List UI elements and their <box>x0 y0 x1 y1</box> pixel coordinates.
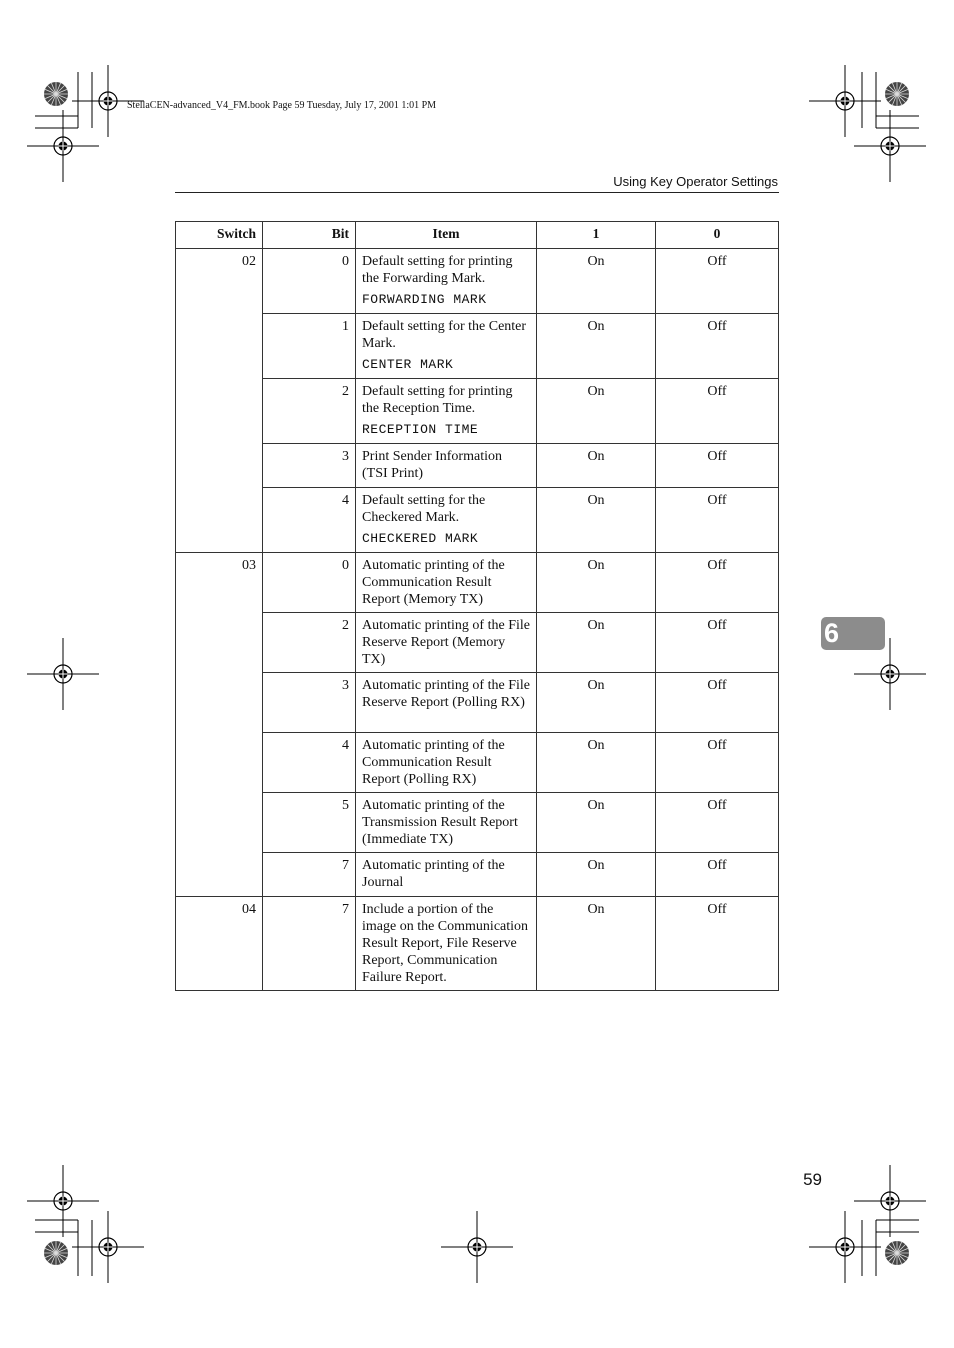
value-0-cell: Off <box>656 249 779 314</box>
bit-cell: 0 <box>263 553 356 613</box>
value-1-cell: On <box>537 379 656 444</box>
bit-cell: 1 <box>263 314 356 379</box>
item-description: Default setting for printing the Reception Time. <box>362 384 513 416</box>
table-row <box>176 314 779 379</box>
column-header-1: 1 <box>537 222 656 249</box>
value-1-cell: On <box>537 249 656 314</box>
value-0-cell: Off <box>656 853 779 897</box>
bit-cell: 2 <box>263 613 356 673</box>
value-1-cell: On <box>537 488 656 553</box>
page-number: 59 <box>803 1170 822 1189</box>
item-cell: Include a portion of the image on the Communication Result Report, File Reserve Report, Communication Failure Report. <box>356 897 537 991</box>
item-display-code: FORWARDING MARK <box>362 292 487 307</box>
value-1-cell: On <box>537 314 656 379</box>
value-1-cell: On <box>537 673 656 733</box>
table-row <box>176 444 779 488</box>
header-rule <box>175 192 779 193</box>
item-cell <box>356 379 537 444</box>
table-row <box>176 733 779 793</box>
switch-cell: 03 <box>176 553 263 897</box>
item-cell <box>356 444 537 488</box>
table-row <box>176 897 779 991</box>
bit-cell: 4 <box>263 733 356 793</box>
item-cell: Automatic printing of the File Reserve Report (Memory TX) <box>356 613 537 673</box>
value-0-cell: Off <box>656 673 779 733</box>
chapter-number: 6 <box>824 618 840 648</box>
value-0-cell: Off <box>656 793 779 853</box>
item-cell <box>356 249 537 314</box>
item-cell: Automatic printing of the Transmission Result Report (Immediate TX) <box>356 793 537 853</box>
column-header-0: 0 <box>656 222 779 249</box>
item-cell: Automatic printing of the Communication Result Report (Polling RX) <box>356 733 537 793</box>
table-row <box>176 379 779 444</box>
bit-cell: 7 <box>263 897 356 991</box>
bit-cell: 3 <box>263 444 356 488</box>
item-cell <box>356 488 537 553</box>
item-description: Default setting for the Checkered Mark. <box>362 493 486 525</box>
column-header-switch: Switch <box>176 222 263 249</box>
bit-cell: 2 <box>263 379 356 444</box>
value-0-cell: Off <box>656 444 779 488</box>
value-0-cell: Off <box>656 733 779 793</box>
switch-cell: 02 <box>176 249 263 553</box>
item-description: Default setting for the Center Mark. <box>362 319 527 351</box>
item-display-code: CHECKERED MARK <box>362 531 479 546</box>
value-0-cell: Off <box>656 379 779 444</box>
value-1-cell: On <box>537 553 656 613</box>
table-row <box>176 853 779 897</box>
item-display-code: RECEPTION TIME <box>362 422 479 437</box>
item-cell <box>356 314 537 379</box>
table-row <box>176 793 779 853</box>
item-display-code: CENTER MARK <box>362 357 454 372</box>
value-1-cell: On <box>537 793 656 853</box>
item-cell: Automatic printing of the Journal <box>356 853 537 897</box>
item-cell: Automatic printing of the File Reserve Report (Polling RX) <box>356 673 537 733</box>
value-0-cell: Off <box>656 897 779 991</box>
bit-cell: 3 <box>263 673 356 733</box>
value-1-cell: On <box>537 853 656 897</box>
column-header-item: Item <box>356 222 537 249</box>
value-0-cell: Off <box>656 488 779 553</box>
switch-cell: 04 <box>176 897 263 991</box>
table-row <box>176 673 779 733</box>
value-1-cell: On <box>537 613 656 673</box>
value-0-cell: Off <box>656 613 779 673</box>
bit-cell: 0 <box>263 249 356 314</box>
table-row <box>176 613 779 673</box>
column-header-bit: Bit <box>263 222 356 249</box>
value-0-cell: Off <box>656 314 779 379</box>
book-file-info: StellaCEN-advanced_V4_FM.book Page 59 Tuesday, July 17, 2001 1:01 PM <box>127 100 437 111</box>
bit-cell: 7 <box>263 853 356 897</box>
value-1-cell: On <box>537 897 656 991</box>
running-head: Using Key Operator Settings <box>613 174 778 189</box>
table-row <box>176 488 779 553</box>
chapter-tab <box>821 617 885 650</box>
table-row <box>176 553 779 613</box>
switch-settings-table <box>175 221 779 991</box>
item-description: Default setting for printing the Forwarding Mark. <box>362 254 513 286</box>
table-header-row <box>176 222 779 249</box>
bit-cell: 4 <box>263 488 356 553</box>
value-1-cell: On <box>537 733 656 793</box>
table-row <box>176 249 779 314</box>
value-0-cell: Off <box>656 553 779 613</box>
item-cell: Automatic printing of the Communication Result Report (Memory TX) <box>356 553 537 613</box>
value-1-cell: On <box>537 444 656 488</box>
bit-cell: 5 <box>263 793 356 853</box>
item-description: Print Sender Information (TSI Print) <box>362 449 502 481</box>
